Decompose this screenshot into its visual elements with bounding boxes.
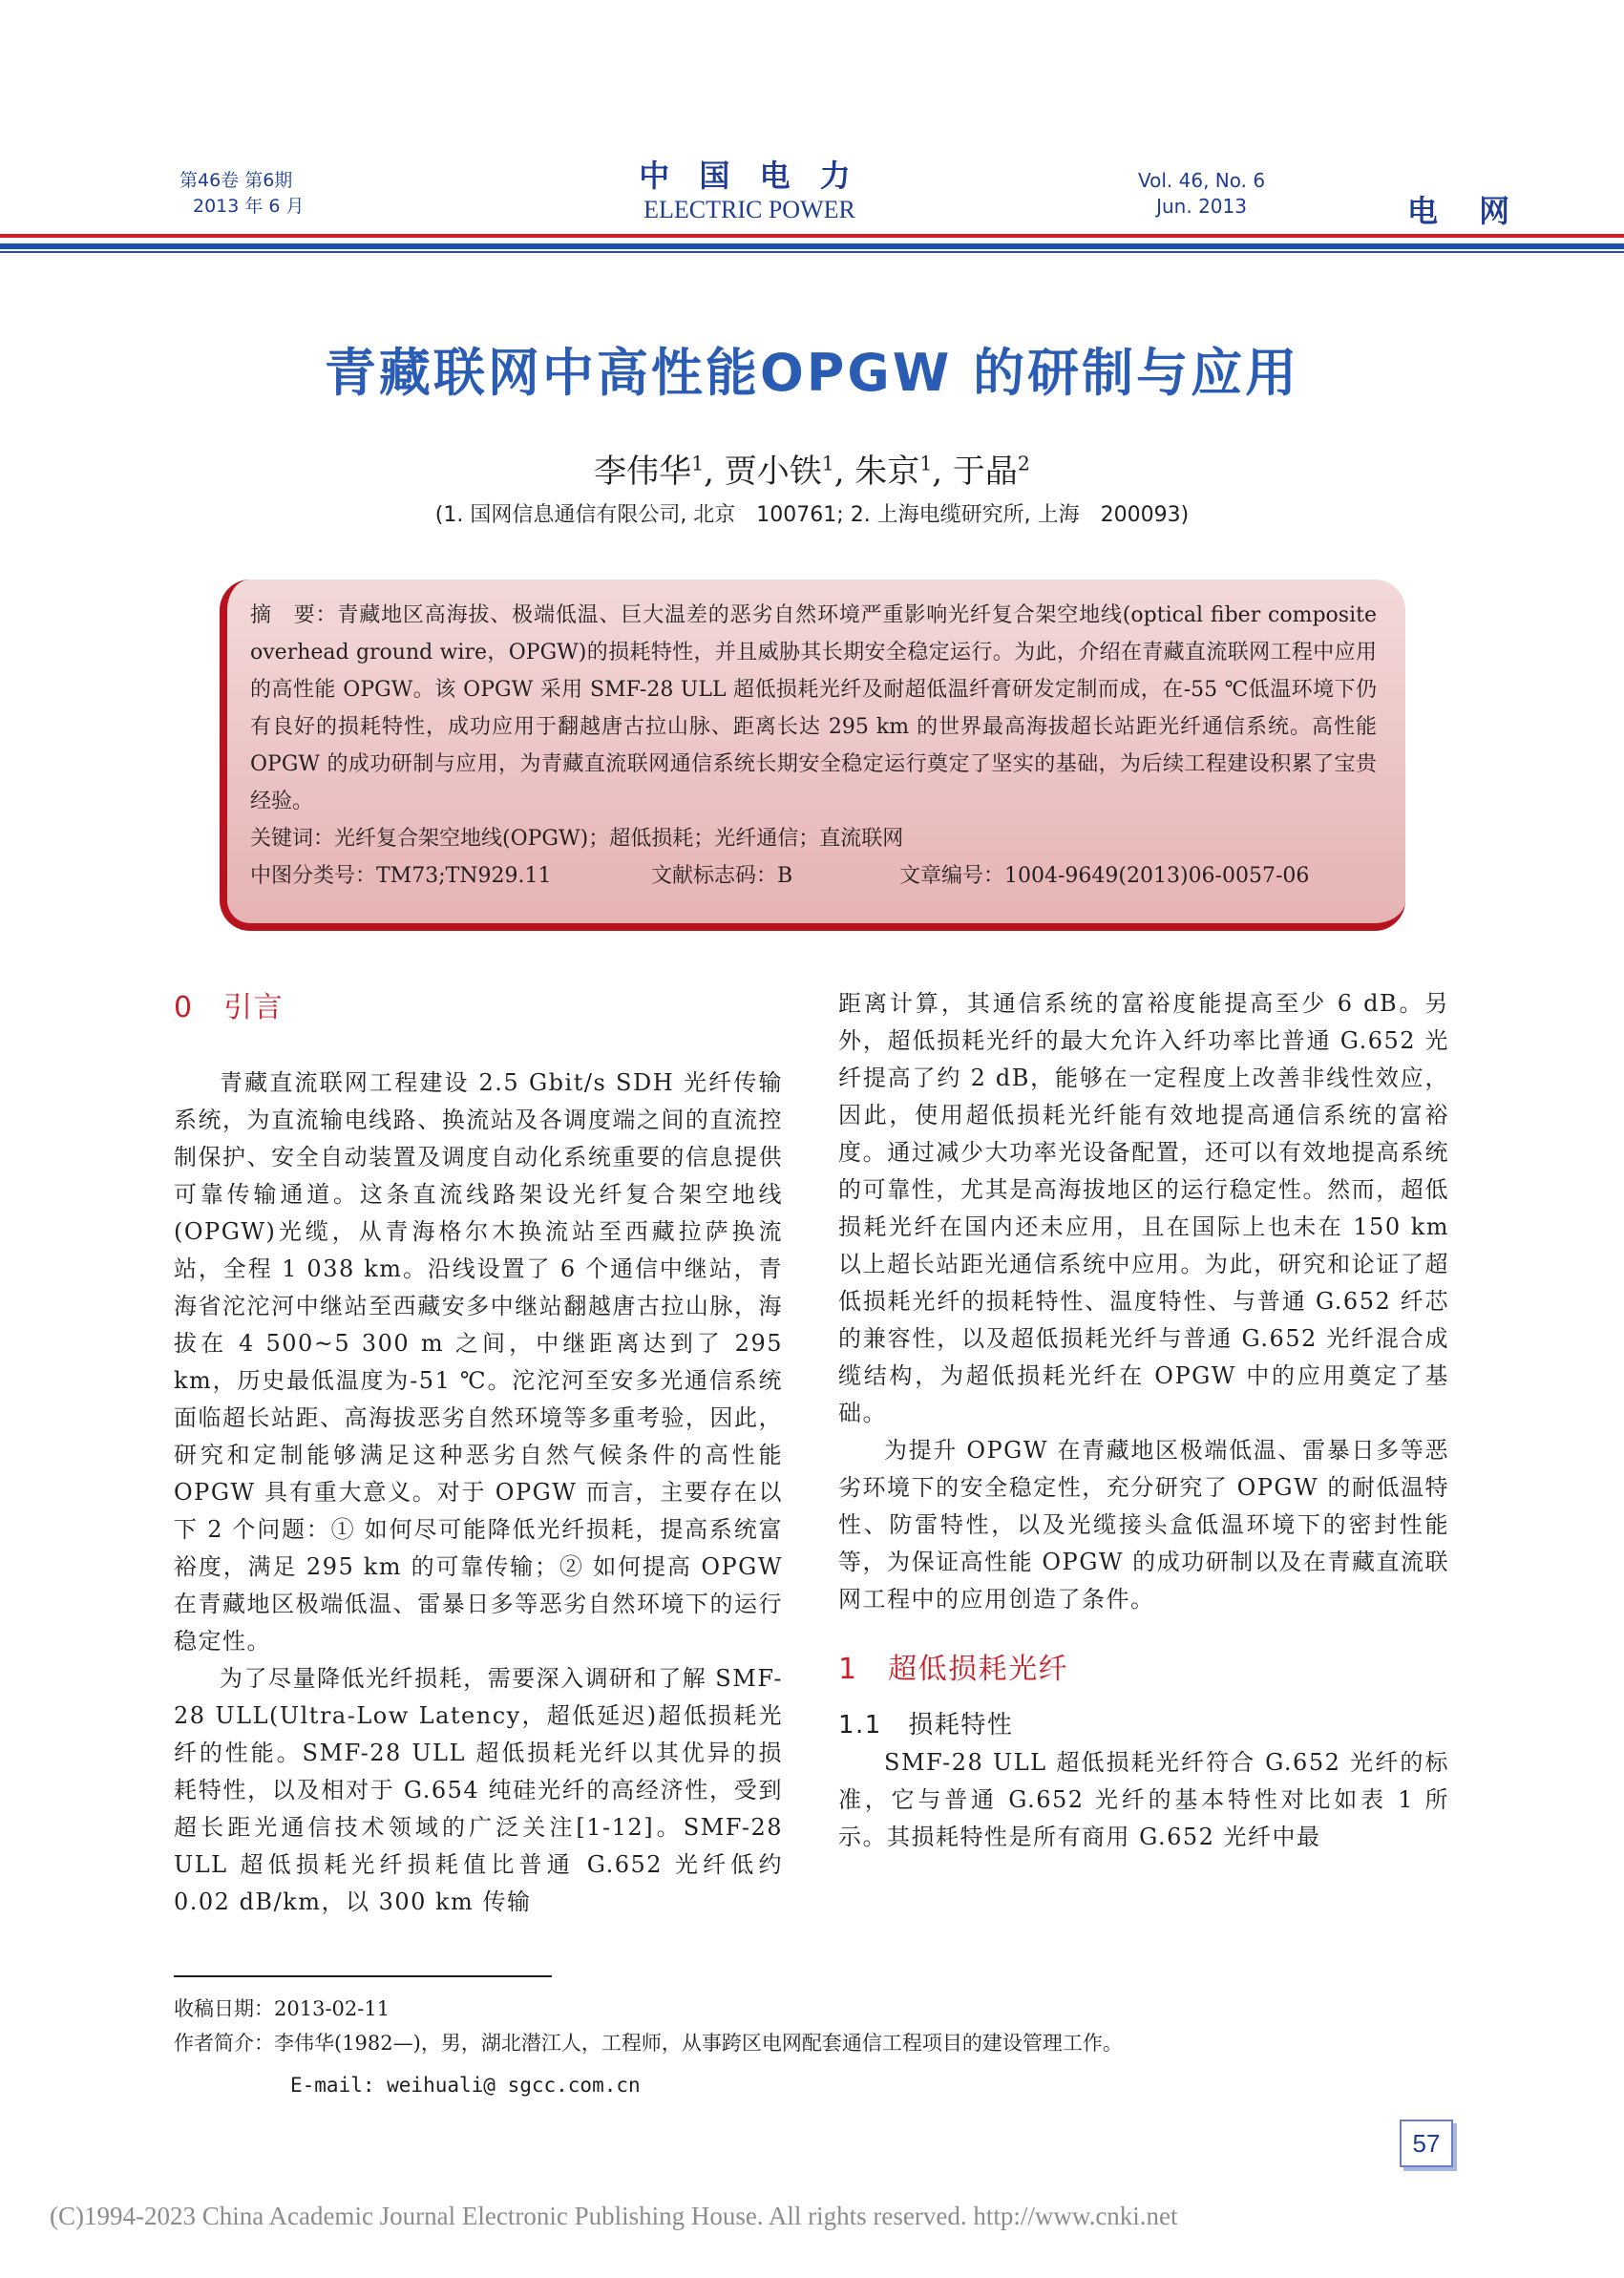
footnote-rule [174, 1975, 552, 1977]
paragraph: 为了尽量降低光纤损耗，需要深入调研和了解 SMF-28 ULL(Ultra-Low Latency，超低延迟)超低损耗光纤的性能。SMF-28 ULL 超低损耗光纤以其优异的损耗特性，以及相对于 G.654 纯硅光纤的高经济性，受到超长距光通信技术领域的广泛关注[1-12]。SMF-28 ULL 超低损耗光纤损耗值比普通 G.652 光纤低约 0.02 dB/km，以 300 km 传输 [174, 1665, 783, 1915]
author-affil-mark: 1 [821, 452, 834, 475]
section-heading-1: 1 超低损耗光纤 [838, 1653, 1069, 1686]
journal-name-cn: 中 国 电 力 [639, 158, 860, 194]
header-rule-blue [0, 243, 1624, 249]
author-list [0, 445, 1624, 492]
author-name: , 贾小铁 [704, 453, 822, 491]
paragraph: 青藏直流联网工程建设 2.5 Gbit/s SDH 光纤传输系统，为直流输电线路、换流站及各调度端之间的直流控制保护、安全自动装置及调度自动化系统重要的信息提供可靠传输通道。这条直流线路架设光纤复合架空地线(OPGW)光缆，从青海格尔木换流站至西藏拉萨换流站，全程 1 038 km。沿线设置了 6 个通信中继站，青海省沱沱河中继站至西藏安多中继站翻越唐古拉山脉，海拔在 4 500~5 300 m 之间，中继距离达到了 295 km，历史最低温度为-51 ℃。沱沱河至安多光通信系统面临超长站距、高海拔恶劣自然环境等多重考验，因此，研究和定制能够满足这种恶劣自然气候条件的高性能 OPGW 具有重大意义。对于 OPGW 而言，主要存在以下 2 个问题：① 如何尽可能降低光纤损耗，提高系统富裕度，满足 295 km 的可靠传输；② 如何提高 OPGW 在青藏地区极端低温、雷暴日多等恶劣自然环境下的运行稳定性。 [174, 1069, 783, 1655]
header-rule-thin [0, 251, 1624, 253]
keywords: 关键词：光纤复合架空地线(OPGW)；超低损耗；光纤通信；直流联网 [250, 827, 904, 851]
article-title: 青藏联网中高性能OPGW 的研制与应用 [324, 343, 1300, 403]
section-heading-0: 0 引言 [174, 991, 285, 1024]
author-affil-mark: 1 [919, 452, 933, 475]
paragraph: SMF-28 ULL 超低损耗光纤符合 G.652 光纤的标准，它与普通 G.652 光纤的基本特性对比如表 1 所示。其损耗特性是所有商用 G.652 光纤中最 [838, 1749, 1449, 1850]
volume-issue-en: Vol. 46, No. 6 [1138, 169, 1266, 192]
author-email: E-mail: weihuali@ sgcc.com.cn [290, 2074, 641, 2097]
author-name: , 于晶 [932, 453, 1018, 491]
author-affil-mark: 1 [691, 452, 705, 475]
article-number: 文章编号：1004-9649(2013)06-0057-06 [899, 864, 1310, 888]
volume-issue-cn: 第46卷 第6期 [179, 170, 293, 191]
author-name: , 朱京 [833, 453, 920, 491]
copyright-notice: (C)1994-2023 China Academic Journal Electronic Publishing House. All rights reserved. http://www.cnki.net [50, 2202, 1178, 2230]
author-affil-mark: 2 [1017, 452, 1030, 475]
paragraph: 为提升 OPGW 在青藏地区极端低温、雷暴日多等恶劣环境下的安全稳定性，充分研究了 OPGW 的耐低温特性、防雷特性，以及光缆接头盒低温环境下的密封性能等，为保证高性能 OPGW 的成功研制以及在青藏直流联网工程中的应用创造了条件。 [838, 1437, 1449, 1613]
volume-info-en [1138, 168, 1265, 220]
journal-masthead [535, 157, 964, 225]
author-name: 李伟华 [594, 453, 692, 491]
classification-line [250, 857, 1377, 895]
abstract-content [250, 597, 1377, 895]
abstract-text: 摘 要：青藏地区高海拔、极端低温、巨大温差的恶劣自然环境严重影响光纤复合架空地线(optical fiber composite overhead ground wire，OPGW)的损耗特性，并且威胁其长期安全稳定运行。为此，介绍在青藏直流联网工程中应用的高性能 OPGW。该 OPGW 采用 SMF-28 ULL 超低损耗光纤及耐超低温纤膏研发定制而成，在-55 ℃低温环境下仍有良好的损耗特性，成功应用于翻越唐古拉山脉、距离长达 295 km 的世界最高海拔超长站距光纤通信系统。高性能 OPGW 的成功研制与应用，为青藏直流联网通信系统长期安全稳定运行奠定了坚实的基础，为后续工程建设积累了宝贵经验。 [250, 603, 1377, 813]
document-code: 文献标志码：B [651, 864, 793, 888]
section-label: 电 网 [1407, 193, 1526, 229]
volume-info-cn [179, 168, 305, 220]
left-column [174, 991, 783, 1921]
page-number: 57 [1400, 2120, 1453, 2167]
journal-name-en: ELECTRIC POWER [643, 196, 855, 223]
right-column [838, 985, 1449, 1856]
received-date: 收稿日期：2013-02-11 [174, 1997, 390, 2020]
date-cn: 2013 年 6 月 [193, 196, 305, 217]
subsection-heading-1-1: 1.1 损耗特性 [838, 1711, 1014, 1740]
author-bio: 作者简介：李伟华(1982—)，男，湖北潜江人，工程师，从事跨区电网配套通信工程项目的建设管理工作。 [174, 2032, 1123, 2055]
clc-number: 中图分类号：TM73;TN929.11 [250, 864, 552, 888]
paragraph: 距离计算，其通信系统的富裕度能提高至少 6 dB。另外，超低损耗光纤的最大允许入纤功率比普通 G.652 光纤提高了约 2 dB，能够在一定程度上改善非线性效应，因此，使用超低损耗光纤能有效地提高通信系统的富裕度。通过减少大功率光设备配置，还可以有效地提高系统的可靠性，尤其是高海拔地区的运行稳定性。然而，超低损耗光纤在国内还未应用，且在国际上也未在 150 km 以上超长站距光通信系统中应用。为此，研究和论证了超低损耗光纤的损耗特性、温度特性、与普通 G.652 纤芯的兼容性，以及超低损耗光纤与普通 G.652 光纤混合成缆结构，为超低损耗光纤在 OPGW 中的应用奠定了基础。 [838, 990, 1449, 1426]
affiliations: (1. 国网信息通信有限公司, 北京 100761; 2. 上海电缆研究所, 上海 200093) [434, 503, 1190, 527]
header-rule-red [0, 234, 1624, 238]
date-en: Jun. 2013 [1156, 195, 1247, 218]
footnote [174, 1992, 1510, 2060]
